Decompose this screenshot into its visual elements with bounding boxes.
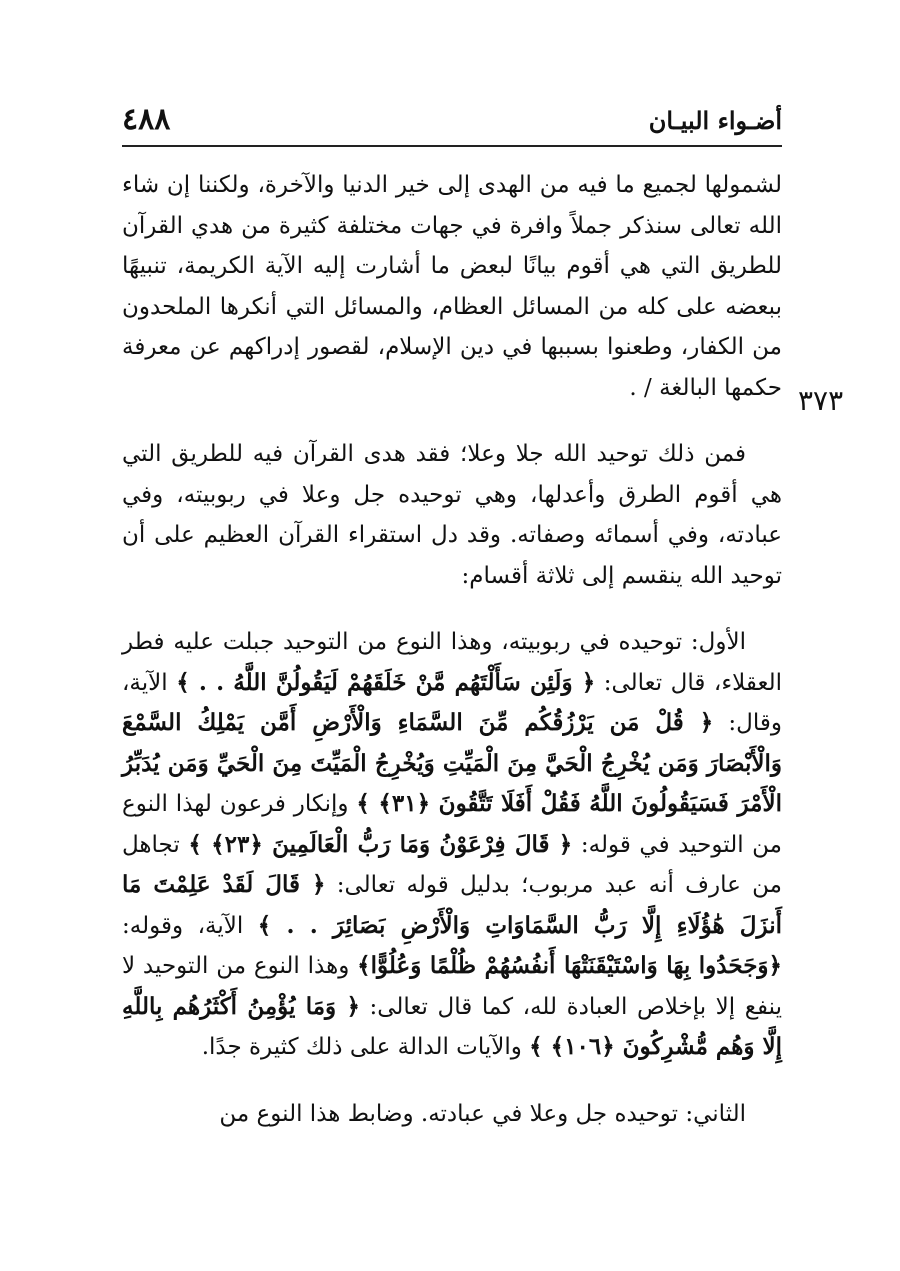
- page-number: ٤٨٨: [122, 102, 171, 137]
- text-segment: وإنكار فرعون لهذا النوع من التوحيد في قوله:: [122, 791, 782, 858]
- body-text: [122, 165, 782, 1160]
- paragraph-4: الثاني: توحيده جل وعلا في عبادته. وضابط هذا النوع من: [219, 1100, 746, 1127]
- paragraph-1: لشمولها لجميع ما فيه من الهدى إلى خير الدنيا والآخرة، ولكننا إن شاء الله تعالى سنذكر جملاً وافرة في جهات مختلفة كثيرة من هدي القرآن للطريق التي هي أقوم بيانًا لبعض ما أشارت إليه الآية الكريمة، تنبيهًا ببعضه على كله من المسائل العظام، والمسائل التي أنكرها الملحدون من الكفار، وطعنوا بسببها في دين الإسلام، لقصور إدراكهم عن معرفة حكمها البالغة / .: [122, 172, 782, 401]
- text-segment: والآيات الدالة على ذلك كثيرة جدًا.: [201, 1034, 530, 1060]
- quran-verse: ﴿ قَالَ فِرْعَوْنُ وَمَا رَبُّ الْعَالَمِينَ ﴿٢٣﴾ ﴾: [188, 830, 573, 858]
- running-title: أضـواء البيـان: [648, 106, 782, 135]
- text-segment: تجاهل من عارف أنه عبد مربوب؛ بدليل قوله تعالى:: [122, 831, 782, 898]
- quran-verse: ﴿وَجَحَدُوا بِهَا وَاسْتَيْقَنَتْهَا أَنفُسُهُمْ ظُلْمًا وَعُلُوًّا﴾: [357, 952, 782, 979]
- quran-verse: ﴿ قَالَ لَقَدْ عَلِمْتَ مَا أَنزَلَ هَٰؤُلَاءِ إِلَّا رَبُّ السَّمَاوَاتِ وَالْأَرْضِ بَصَائِرَ . . ﴾: [122, 871, 782, 939]
- header-rule: [122, 145, 782, 147]
- text-segment: وهذا النوع من التوحيد لا ينفع إلا بإخلاص العبادة لله، كما قال تعالى:: [122, 953, 782, 1020]
- margin-page-marker: ٣٧٣: [798, 384, 844, 417]
- text-segment: الآية، وقوله:: [122, 912, 258, 939]
- text-segment: الآية، وقال:: [122, 669, 782, 736]
- paragraph-2: فمن ذلك توحيد الله جلا وعلا؛ فقد هدى القرآن فيه للطريق التي هي أقوم الطرق وأعدلها، وهي توحيده جل وعلا في ربوبيته، وفي عبادته، وفي أسمائه وصفاته. وقد دل استقراء القرآن العظيم على أن توحيد الله ينقسم إلى ثلاثة أقسام:: [122, 441, 782, 589]
- paragraph-3: [122, 622, 782, 1068]
- quran-verse: ﴿ وَلَئِن سَأَلْتَهُم مَّنْ خَلَقَهُمْ لَيَقُولُنَّ اللَّهُ . . ﴾: [176, 668, 596, 696]
- text-segment: الأول: توحيده في ربوبيته، وهذا النوع من التوحيد جبلت عليه فطر العقلاء، قال تعالى:: [122, 629, 782, 696]
- quran-verse: ﴿ وَمَا يُؤْمِنُ أَكْثَرُهُم بِاللَّهِ إِلَّا وَهُم مُّشْرِكُونَ ﴿١٠٦﴾ ﴾: [122, 992, 782, 1060]
- page-header: [122, 100, 782, 142]
- quran-verse: ﴿ قُلْ مَن يَرْزُقُكُم مِّنَ السَّمَاءِ وَالْأَرْضِ أَمَّن يَمْلِكُ السَّمْعَ وَالْأَبْصَارَ وَمَن يُخْرِجُ الْحَيَّ مِنَ الْمَيِّتِ وَيُخْرِجُ الْمَيِّتَ مِنَ الْحَيِّ وَمَن يُدَبِّرُ الْأَمْرَ فَسَيَقُولُونَ اللَّهُ فَقُلْ أَفَلَا تَتَّقُونَ ﴿٣١﴾ ﴾: [122, 709, 783, 817]
